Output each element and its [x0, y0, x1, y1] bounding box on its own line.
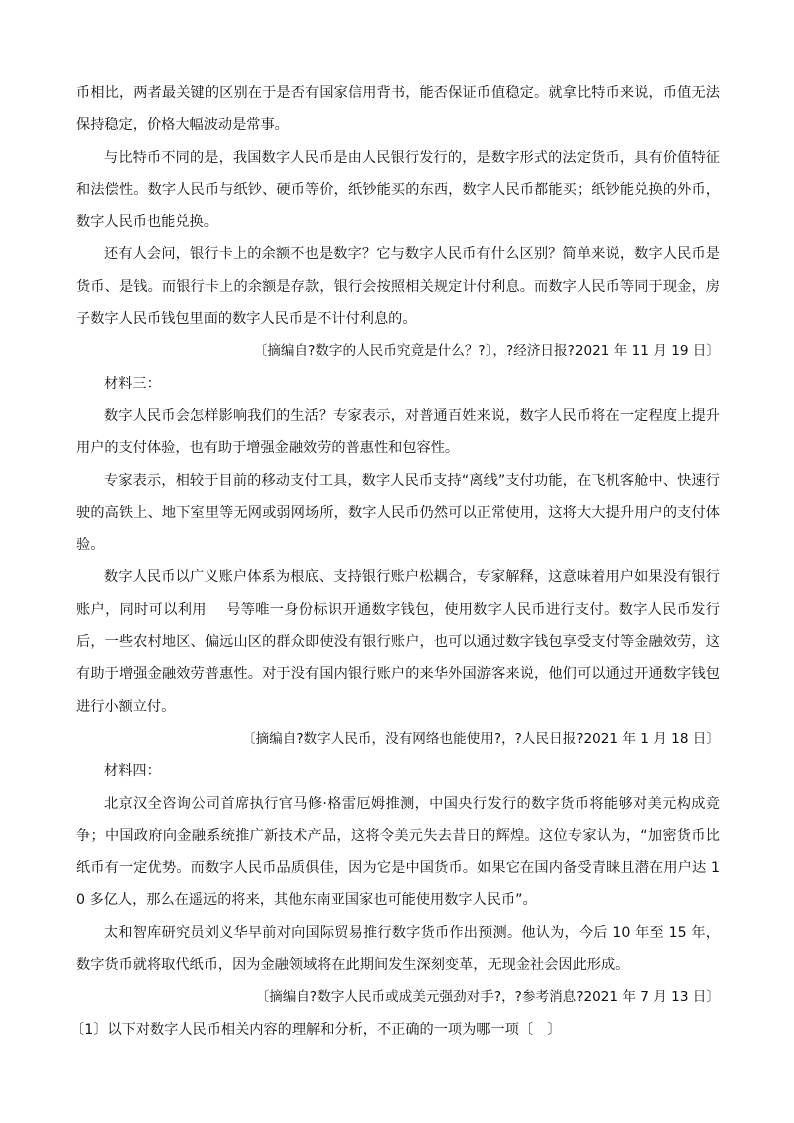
- material-three-heading: 材料三：: [104, 375, 161, 392]
- source-citation-3: 〔摘编自?数字人民币，没有网络也能使用?，?人民日报?2021 年 1 月 18 日〕: [241, 730, 720, 747]
- question-1: 〔1〕以下对数字人民币相关内容的理解和分析，不正确的一项为哪一项〔 〕: [70, 1021, 562, 1038]
- paragraph-3: 还有人会问，银行卡上的余额不也是数字？它与数字人民币有什么区别？简单来说，数字人民币是货币、是钱。而银行卡上的余额是存款，银行会按照相关规定计付利息。而数字人民币等同于现金，房子数字人民币钱包里面的数字人民币是不计付利息的。: [76, 246, 720, 328]
- source-citation-4: 〔摘编自?数字人民币或成美元强劲对手?，?参考消息?2021 年 7 月 13 日〕: [255, 989, 720, 1006]
- document-body: [70, 77, 720, 1046]
- paragraph-6: 数字人民币以广义账户体系为根底、支持银行账户松耦合，专家解释，这意味着用户如果没有银行账户，同时可以利用 号等唯一身份标识开通数字钱包，使用数字人民币进行支付。数字人民币发行后，一些农村地区、偏远山区的群众即使没有银行账户，也可以通过数字钱包享受支付等金融效劳，这有助于增强金融效劳普惠性。对于没有国内银行账户的来华外国游客来说，他们可以通过开通数字钱包进行小额立付。: [76, 569, 720, 715]
- material-four-heading: 材料四：: [104, 763, 161, 780]
- paragraph-2: 与比特币不同的是，我国数字人民币是由人民银行发行的，是数字形式的法定货币，具有价值特征和法偿性。数字人民币与纸钞、硬币等价，纸钞能买的东西，数字人民币都能买；纸钞能兑换的外币，数字人民币也能兑换。: [76, 149, 720, 231]
- paragraph-4: 数字人民币会怎样影响我们的生活？专家表示，对普通百姓来说，数字人民币将在一定程度上提升用户的支付体验，也有助于增强金融效劳的普惠性和包容性。: [76, 407, 720, 457]
- paragraph-1: 币相比，两者最关键的区别在于是否有国家信用背书，能否保证币值稳定。就拿比特币来说，币值无法保持稳定，价格大幅波动是常事。: [76, 85, 720, 134]
- source-citation-2: 〔摘编自?数字的人民币究竟是什么？?〕，?经济日报?2021 年 11 月 19 日〕: [253, 343, 720, 360]
- paragraph-7: 北京汉全咨询公司首席执行官马修·格雷厄姆推测，中国央行发行的数字货币将能够对美元构成竞争；中国政府向金融系统推广新技术产品，这将令美元失去昔日的辉煌。这位专家认为，“加密货币比纸币有一定优势。而数字人民币品质俱佳，因为它是中国货币。如果它在国内备受青睐且潜在用户达 10 多亿人，那么在遥远的将来，其他东南亚国家也可能使用数字人民币”。: [76, 795, 720, 909]
- paragraph-8: 太和智库研究员刘义华早前对向国际贸易推行数字货币作出预测。他认为，今后 10 年至 15 年，数字货币就将取代纸币，因为金融领域将在此期间发生深刻变革，无现金社会因此形成。: [76, 924, 720, 974]
- paragraph-5: 专家表示，相较于目前的移动支付工具，数字人民币支持“离线”支付功能，在飞机客舱中、快速行驶的高铁上、地下室里等无网或弱网场所，数字人民币仍然可以正常使用，这将大大提升用户的支付体验。: [76, 472, 720, 554]
